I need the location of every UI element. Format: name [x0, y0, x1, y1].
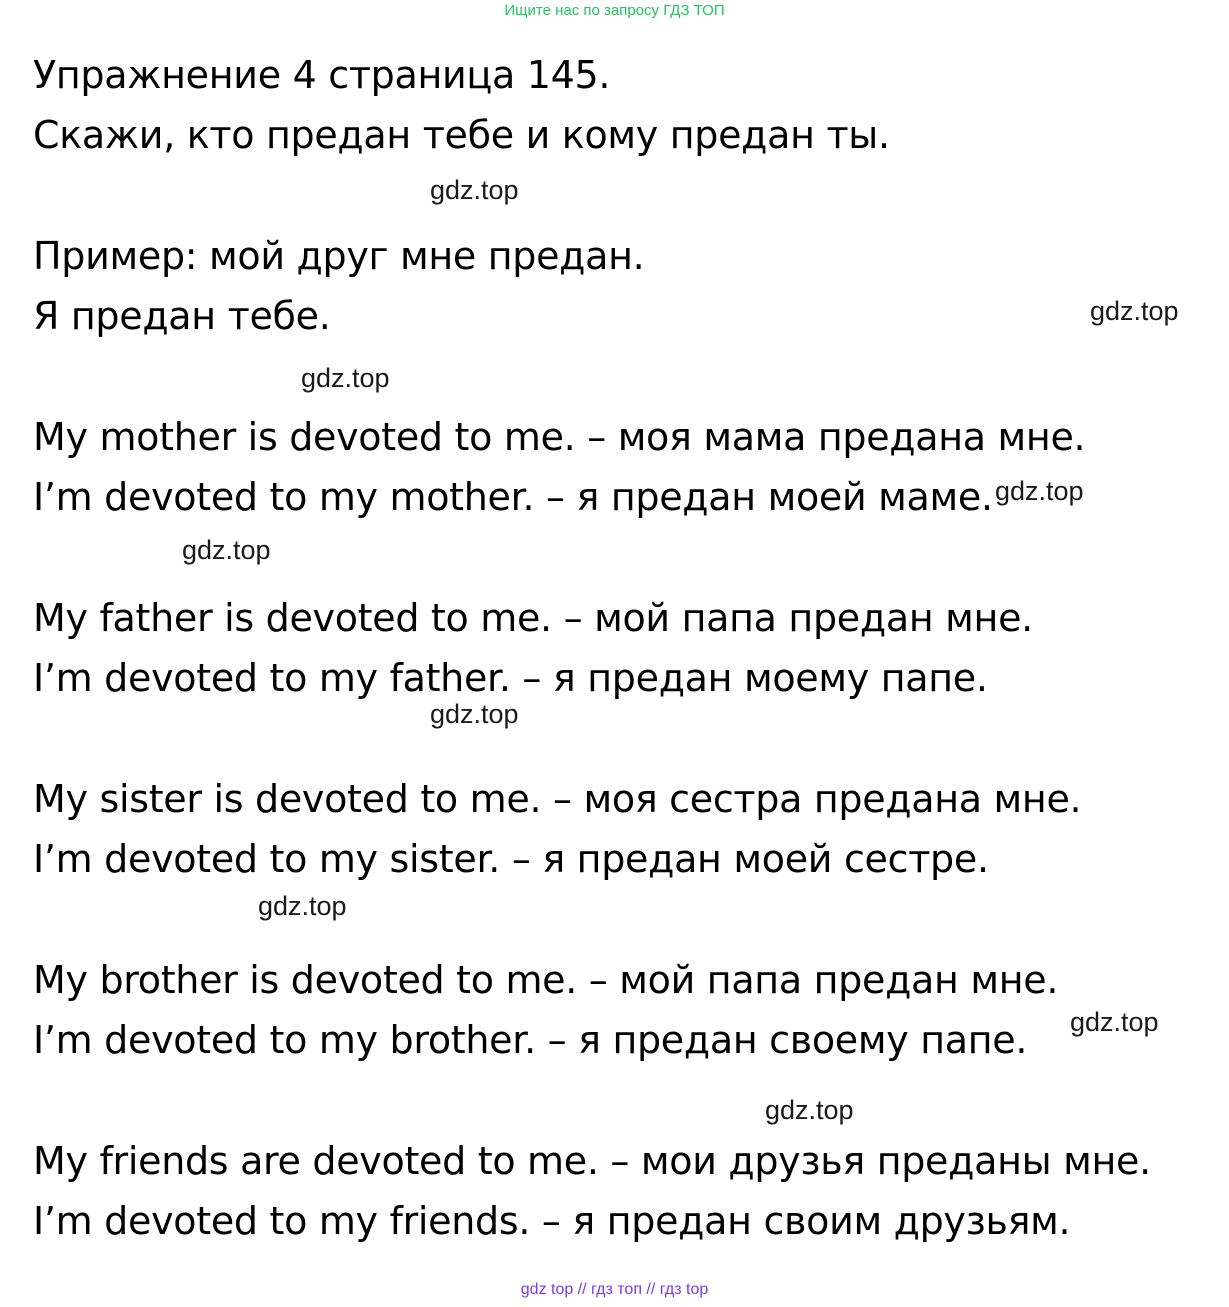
answer-line: I’m devoted to my brother. – я предан своему папе. — [33, 1018, 1028, 1062]
watermark: gdz.top — [765, 1095, 854, 1125]
answer-line: My father is devoted to me. – мой папа предан мне. — [33, 596, 1033, 640]
example-line: Пример: мой друг мне предан. — [33, 234, 645, 278]
watermark: gdz.top — [258, 891, 347, 921]
watermark: gdz.top — [1070, 1007, 1159, 1037]
footer-note: gdz top // гдз топ // гдз top — [520, 1281, 709, 1298]
answer-line: I’m devoted to my father. – я предан моему папе. — [33, 656, 988, 700]
exercise-title: Упражнение 4 страница 145. — [33, 53, 611, 97]
answer-line: I’m devoted to my sister. – я предан моей сестре. — [33, 837, 989, 881]
watermark: gdz.top — [995, 476, 1084, 506]
example-line: Я предан тебе. — [33, 294, 331, 338]
watermark: gdz.top — [430, 175, 519, 205]
header-note: Ищите нас по запросу ГДЗ ТОП — [504, 2, 725, 19]
watermark: gdz.top — [182, 535, 271, 565]
answer-line: I’m devoted to my friends. – я предан своим друзьям. — [33, 1199, 1071, 1243]
answer-line: I’m devoted to my mother. – я предан моей маме. — [33, 475, 993, 519]
watermark: gdz.top — [1090, 296, 1179, 326]
watermark: gdz.top — [301, 363, 390, 393]
answer-line: My sister is devoted to me. – моя сестра предана мне. — [33, 777, 1082, 821]
answer-line: My friends are devoted to me. – мои друзья преданы мне. — [33, 1139, 1151, 1183]
exercise-task: Скажи, кто предан тебе и кому предан ты. — [33, 113, 890, 157]
watermark: gdz.top — [430, 699, 519, 729]
answer-line: My brother is devoted to me. – мой папа предан мне. — [33, 958, 1059, 1002]
answer-line: My mother is devoted to me. – моя мама предана мне. — [33, 415, 1086, 459]
